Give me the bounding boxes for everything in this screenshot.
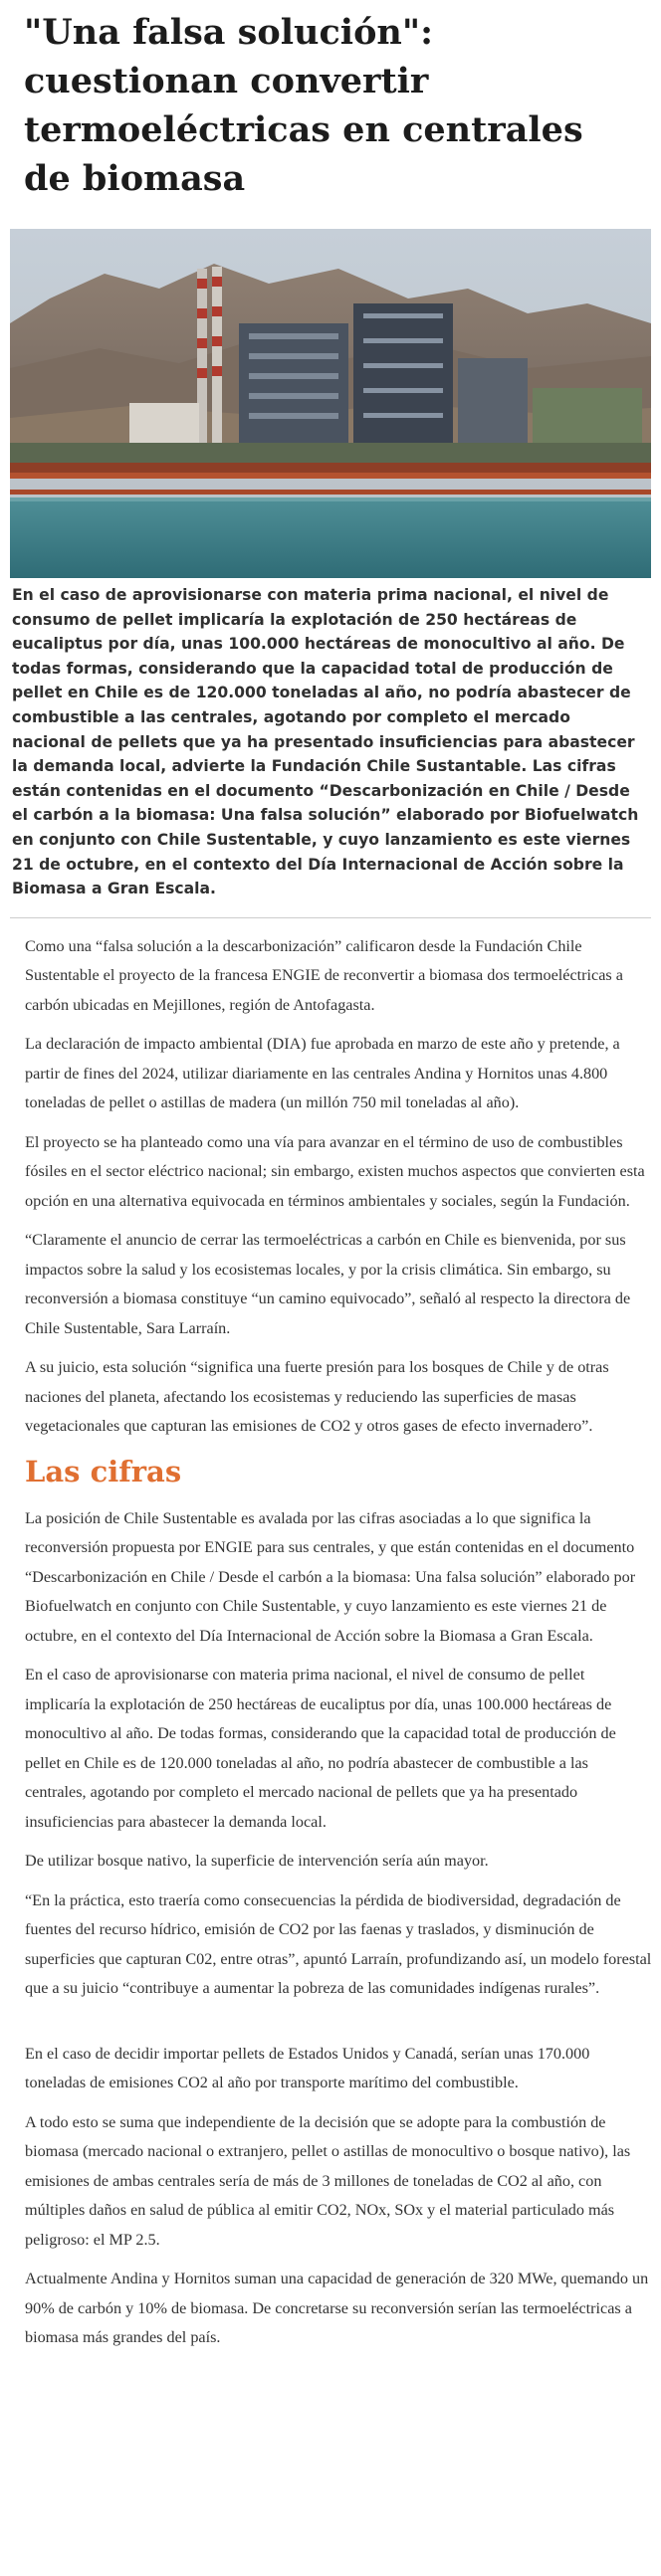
section-paragraph: En el caso de aprovisionarse con materia prima nacional, el nivel de consumo de pellet implicaría la explotación de 250 hectáreas de eucaliptus por día, unas 100.000 hectáreas de monocultivo al año. De todas formas, considerando que la capacidad total de producción de pellet en Chile es de 120.000 toneladas al año, no podría abastecer de combustible a las centrales, agotando por completo el mercado nacional de pellets que ya ha presentado insuficiencias para abastecer la demanda local.: [25, 1666, 616, 1831]
body-paragraph: Como una “falsa solución a la descarbonización” calificaron desde la Fundación Chile Sustentable el proyecto de la francesa ENGIE de reconvertir a biomasa dos termoeléctricas a carbón ubicadas en Mejillones, región de Antofagasta.: [25, 936, 623, 1014]
section-paragraph: Actualmente Andina y Hornitos suman una capacidad de generación de 320 MWe, quemando un 90% de carbón y 10% de biomasa. De concretarse su reconversión serían las termoeléctricas a biomasa más grandes del país.: [25, 2270, 649, 2347]
section-paragraph: En el caso de decidir importar pellets de Estados Unidos y Canadá, serían unas 170.000 toneladas de emisiones CO2 al año por transporte marítimo del combustible.: [25, 2044, 590, 2092]
article-body: [0, 918, 661, 2353]
body-paragraph: El proyecto se ha planteado como una vía para avanzar en el término de uso de combustibles fósiles en el sector eléctrico nacional; sin embargo, existen muchos aspectos que convierten esta opción en una alternativa equivocada en términos ambientales y sociales, según la Fundación.: [25, 1132, 645, 1210]
article-lead: En el caso de aprovisionarse con materia prima nacional, el nivel de consumo de pellet implicaría la explotación de 250 hectáreas de eucaliptus por día, unas 100.000 hectáreas de monocultivo al año. De todas formas, considerando que la capacidad total de producción de pellet en Chile es de 120.000 toneladas al año, no podría abastecer de combustible a las centrales, agotando por completo el mercado nacional de pellets que ya ha presentado insuficiencias para abastecer la demanda local, advierte la Fundación Chile Sustantable. Las cifras están contenidas en el documento “Descarbonización en Chile / Desde el carbón a la biomasa: Una falsa solución” elaborado por Biofuelwatch en conjunto con Chile Sustentable, y cuyo lanzamiento es este viernes 21 de octubre, en el contexto del Día Internacional de Acción sobre la Biomasa a Gran Escala.: [12, 586, 639, 898]
body-paragraph: A su juicio, esta solución “significa una fuerte presión para los bosques de Chile y de otras naciones del planeta, afectando los ecosistemas y reduciendo las superficies de masas vegetacionales que capturan las emisiones de CO2 y otros gases de efecto invernadero”.: [25, 1358, 609, 1436]
section-heading: Las cifras: [25, 1454, 182, 1488]
section-paragraph: La posición de Chile Sustentable es avalada por las cifras asociadas a lo que significa la reconversión propuesta por ENGIE para sus centrales, y que están contenidas en el documento “Descarbonización en Chile / Desde el carbón a la biomasa: Una falsa solución” elaborado por Biofuelwatch en conjunto con Chile Sustentable, y cuyo lanzamiento es este viernes 21 de octubre, en el contexto del Día Internacional de Acción sobre la Biomasa a Gran Escala.: [25, 1508, 636, 1645]
hero-image-power-plant: [10, 229, 651, 578]
article-title: "Una falsa solución": cuestionan convertir termoeléctricas en centrales de biomasa: [24, 12, 583, 199]
section-paragraph: De utilizar bosque nativo, la superficie de intervención sería aún mayor.: [25, 1852, 489, 1871]
body-paragraph: La declaración de impacto ambiental (DIA) fue aprobada en marzo de este año y pretende, a partir de fines del 2024, utilizar diariamente en las centrales Andina y Hornitos unas 4.800 toneladas de pellet o astillas de madera (un millón 750 mil toneladas al año).: [25, 1035, 620, 1112]
body-paragraph: “Claramente el anuncio de cerrar las termoeléctricas a carbón en Chile es bienvenida, por sus impactos sobre la salud y los ecosistemas locales, y por la crisis climática. Sin embargo, su reconversión a biomasa constituye “un camino equivocado”, señaló al respecto la directora de Chile Sustentable, Sara Larraín.: [25, 1231, 631, 1337]
section-paragraph: A todo esto se suma que independiente de la decisión que se adopte para la combustión de biomasa (mercado nacional o extranjero, pellet o astillas de monocultivo o bosque nativo), las emisiones de ambas centrales sería de más de 3 millones de toneladas de CO2 al año, con múltiples daños en salud de pública al emitir CO2, NOx, SOx y el material particulado más peligroso: el MP 2.5.: [25, 2112, 631, 2249]
section-paragraph: “En la práctica, esto traería como consecuencias la pérdida de biodiversidad, degradación de fuentes del recurso hídrico, emisión de CO2 por las faenas y traslados, y disminución de superficies que capturan C02, entre otras”, apuntó Larraín, profundizando así, un modelo forestal que a su juicio “contribuye a aumentar la pobreza de las comunidades indígenas rurales”.: [25, 1890, 652, 1998]
